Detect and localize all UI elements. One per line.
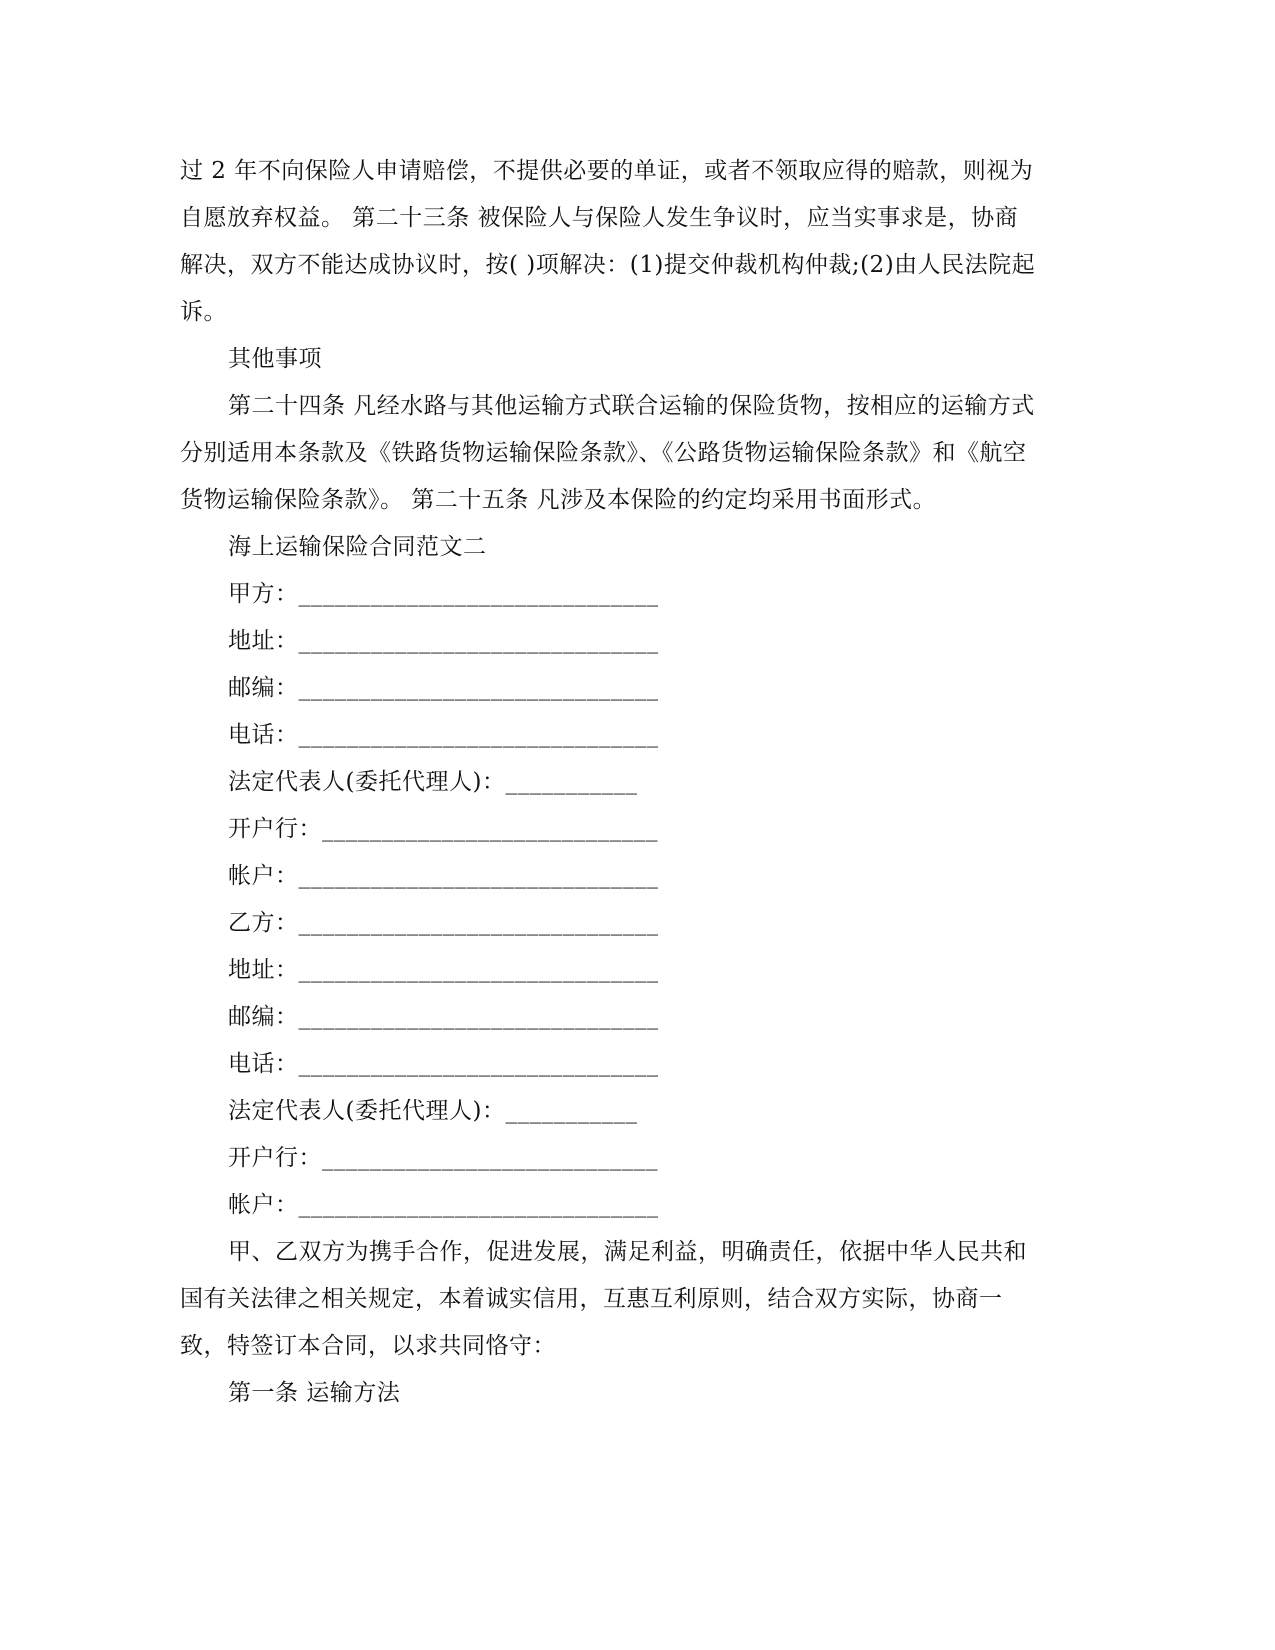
party-a-phone-line	[180, 712, 1040, 759]
field-label: 地址：	[228, 628, 299, 654]
party-b-name-line	[180, 900, 1040, 947]
party-b-legal-rep-line	[180, 1088, 1040, 1135]
fill-blank: ______________________________	[298, 863, 659, 889]
party-b-address-line	[180, 947, 1040, 994]
field-label: 帐户：	[228, 1192, 299, 1218]
field-label: 电话：	[228, 722, 299, 748]
fill-blank: ______________________________	[298, 628, 659, 654]
field-label: 甲方：	[228, 581, 299, 607]
field-label: 邮编：	[228, 675, 299, 701]
party-a-postcode-line	[180, 665, 1040, 712]
fill-blank: ____________________________	[322, 1145, 658, 1171]
field-label: 乙方：	[228, 910, 299, 936]
party-a-name-line	[180, 571, 1040, 618]
paragraph-dispute-resolution: 过 2 年不向保险人申请赔偿，不提供必要的单证，或者不领取应得的赔款，则视为自愿放弃权益。 第二十三条 被保险人与保险人发生争议时，应当实事求是，协商解决，双方不能达成协议时，按( )项解决：(1)提交仲裁机构仲裁;(2)由人民法院起诉。	[180, 158, 1036, 325]
contract-title-two: 海上运输保险合同范文二	[228, 534, 487, 560]
fill-blank: ______________________________	[298, 957, 659, 983]
party-a-bank-line	[180, 806, 1040, 853]
party-a-legal-rep-line	[180, 759, 1040, 806]
field-label: 法定代表人(委托代理人)：	[228, 769, 506, 795]
article-one-heading: 第一条 运输方法	[228, 1380, 401, 1406]
fill-blank: ______________________________	[298, 1051, 659, 1077]
field-label: 电话：	[228, 1051, 299, 1077]
fill-blank: ____________________________	[322, 816, 658, 842]
fill-blank: ______________________________	[298, 722, 659, 748]
party-b-fields	[180, 900, 1040, 1229]
field-label: 开户行：	[228, 1145, 322, 1171]
fill-blank: ______________________________	[298, 1192, 659, 1218]
party-a-address-line	[180, 618, 1040, 665]
party-b-phone-line	[180, 1041, 1040, 1088]
fill-blank: ______________________________	[298, 675, 659, 701]
party-b-postcode-line	[180, 994, 1040, 1041]
field-label: 帐户：	[228, 863, 299, 889]
fill-blank: ______________________________	[298, 1004, 659, 1030]
field-label: 地址：	[228, 957, 299, 983]
paragraph-preamble: 甲、乙双方为携手合作，促进发展，满足利益，明确责任，依据中华人民共和国有关法律之相关规定，本着诚实信用，互惠互利原则，结合双方实际，协商一致，特签订本合同，以求共同恪守：	[180, 1239, 1027, 1359]
party-b-account-line	[180, 1182, 1040, 1229]
party-b-bank-line	[180, 1135, 1040, 1182]
party-a-account-line	[180, 853, 1040, 900]
section-heading-other-matters: 其他事项	[228, 346, 322, 372]
field-label: 法定代表人(委托代理人)：	[228, 1098, 506, 1124]
fill-blank: ___________	[505, 769, 638, 795]
fill-blank: ______________________________	[298, 581, 659, 607]
field-label: 邮编：	[228, 1004, 299, 1030]
document-body	[180, 148, 1040, 1417]
fill-blank: ___________	[505, 1098, 638, 1124]
paragraph-article-24-25: 第二十四条 凡经水路与其他运输方式联合运输的保险货物，按相应的运输方式分别适用本条款及《铁路货物运输保险条款》、《公路货物运输保险条款》和《航空货物运输保险条款》。 第二十五条 凡涉及本保险的约定均采用书面形式。	[180, 393, 1035, 513]
party-a-fields	[180, 571, 1040, 900]
fill-blank: ______________________________	[298, 910, 659, 936]
field-label: 开户行：	[228, 816, 322, 842]
